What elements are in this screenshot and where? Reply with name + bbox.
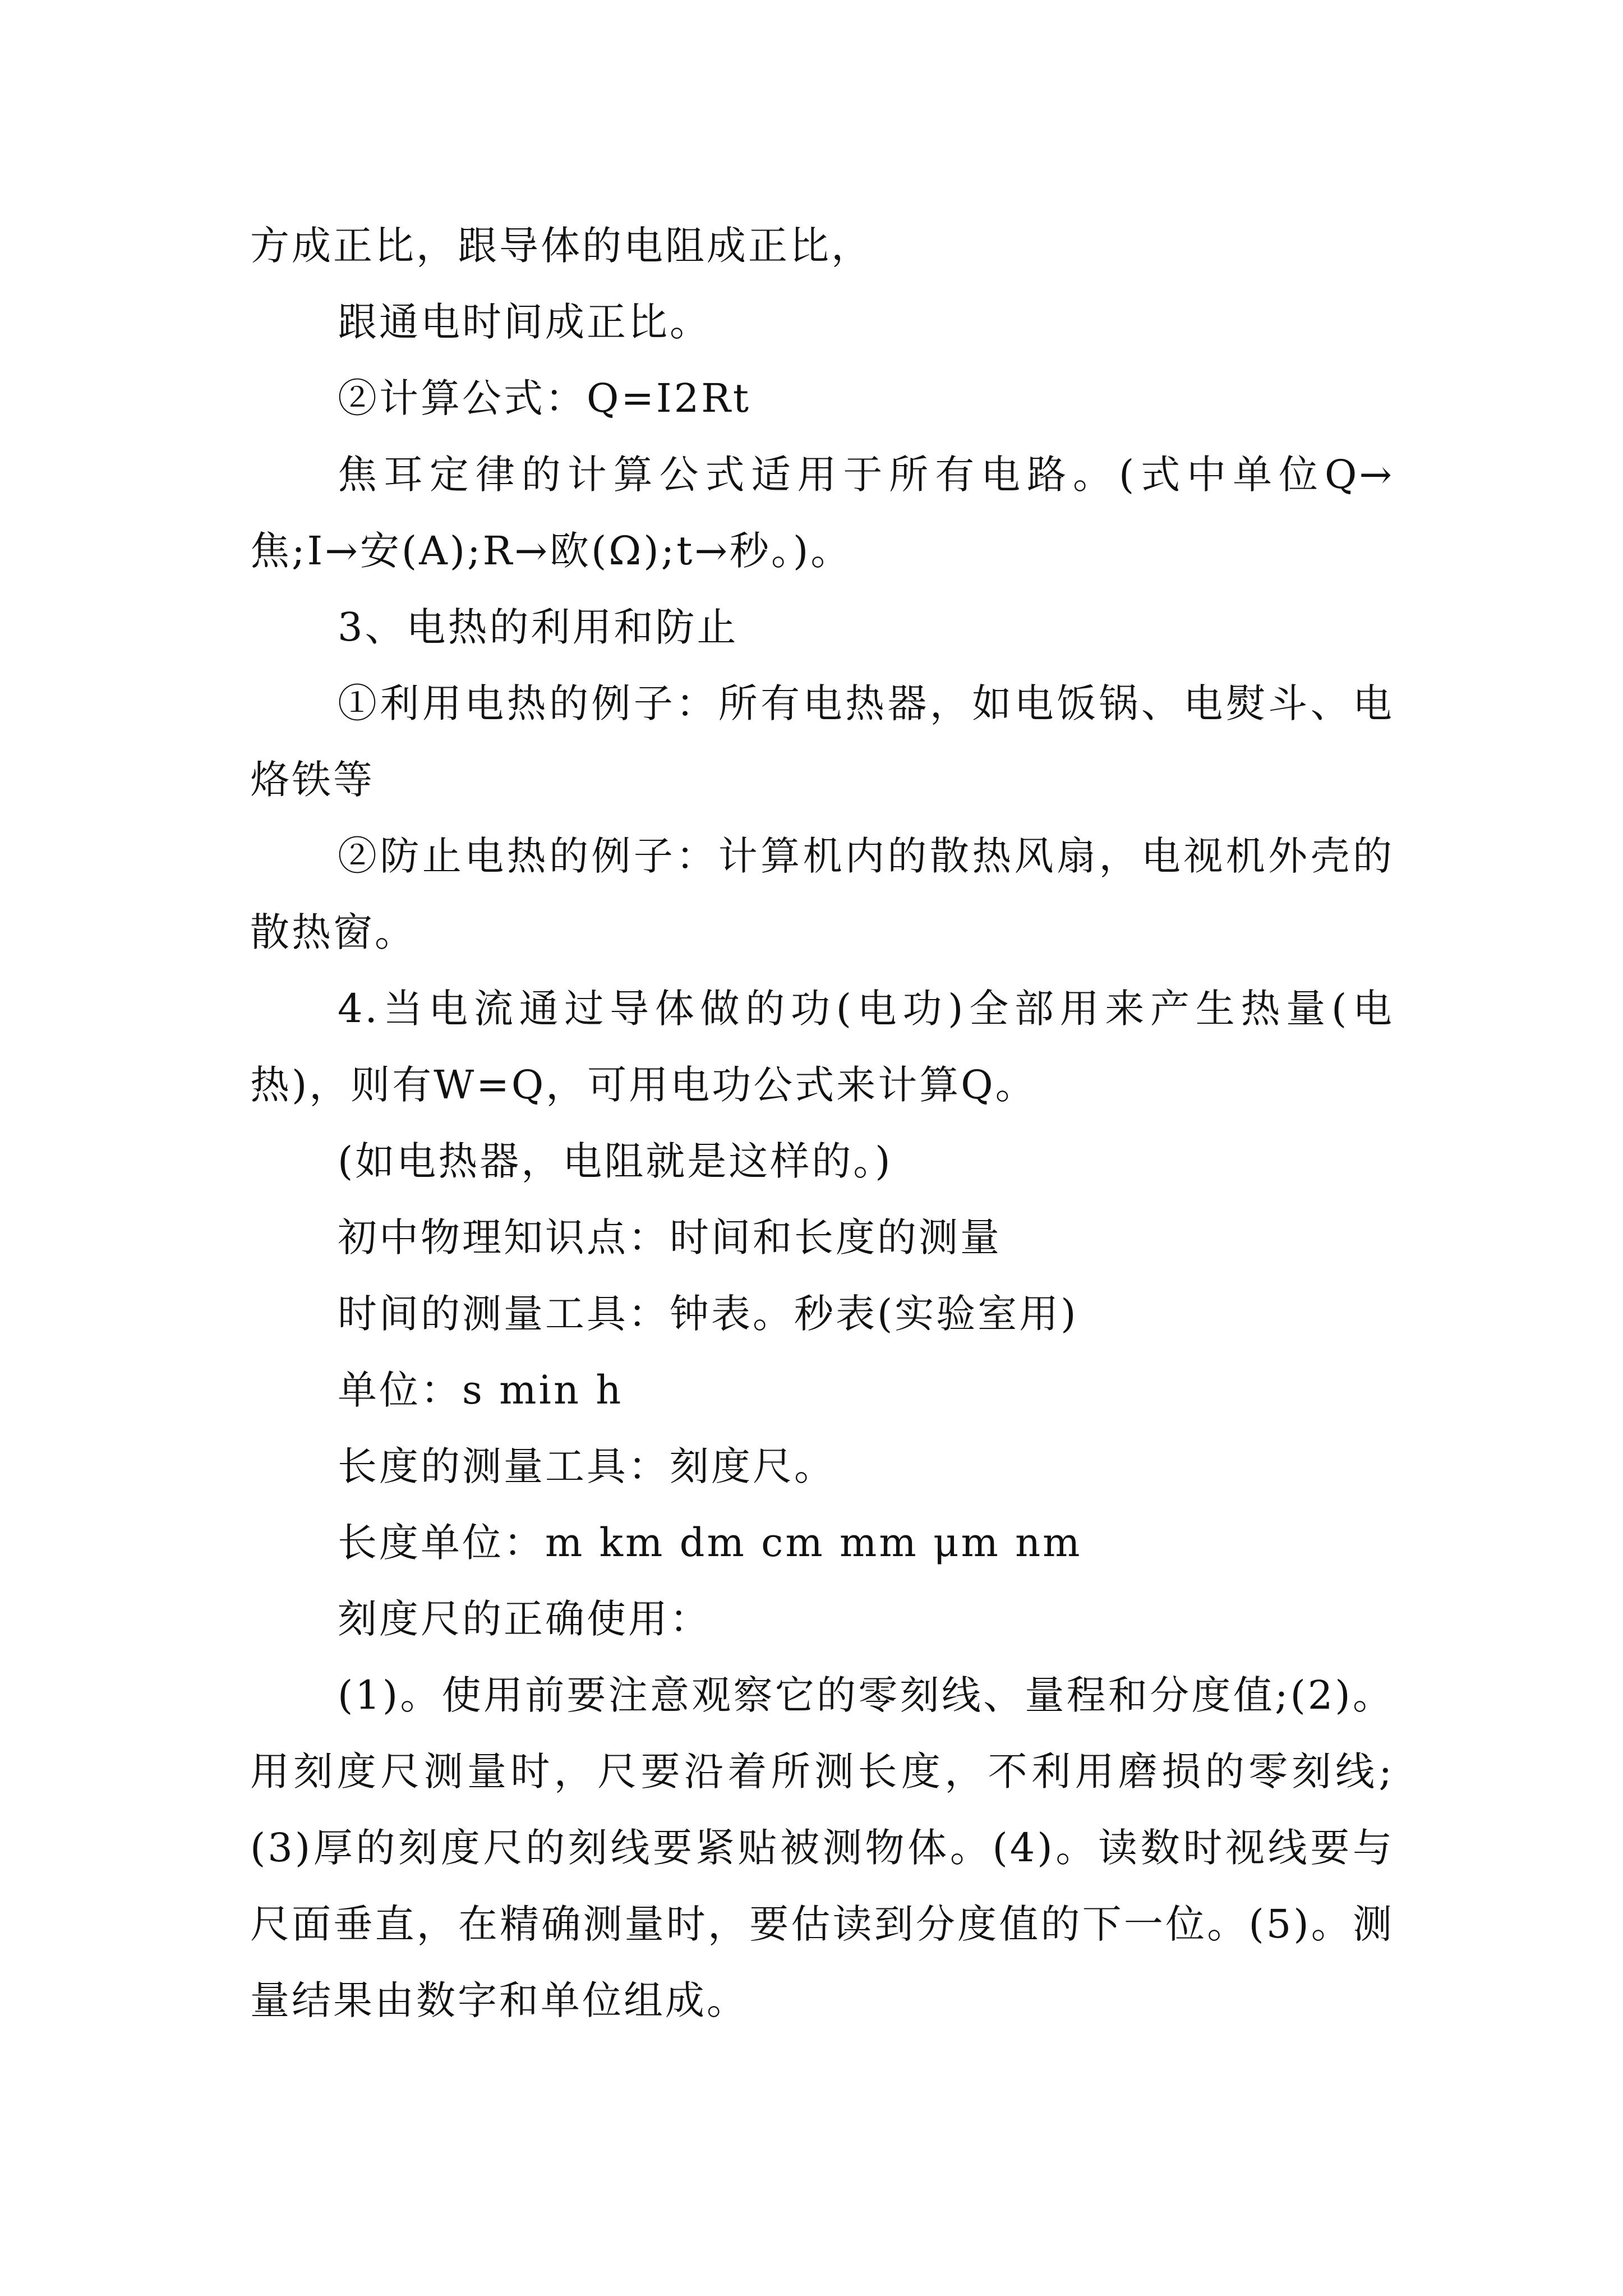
- paragraph-12: 单位：s min h: [338, 1367, 624, 1413]
- paragraph-6: ①利用电热的例子：所有电热器，如电饭锅、电熨斗、电烙铁等: [250, 680, 1394, 803]
- paragraph-15: 刻度尺的正确使用：: [338, 1596, 711, 1642]
- paragraph-7: ②防止电热的例子：计算机内的散热风扇，电视机外壳的散热窗。: [250, 833, 1394, 955]
- paragraph-16: (1)。使用前要注意观察它的零刻线、量程和分度值;(2)。用刻度尺测量时，尺要沿着所测长度，不利用磨损的零刻线;(3)厚的刻度尺的刻线要紧贴被测物体。(4)。读数时视线要与尺面垂直，在精确测量时，要估读到分度值的下一位。(5)。测量结果由数字和单位组成。: [250, 1672, 1394, 2023]
- paragraph-5: 3、电热的利用和防止: [338, 604, 739, 650]
- paragraph-1: 方成正比，跟导体的电阻成正比，: [250, 223, 873, 269]
- paragraph-9: (如电热器，电阻就是这样的。): [338, 1138, 893, 1184]
- document-body: [250, 208, 1394, 2039]
- paragraph-3: ②计算公式：Q=I2Rt: [338, 375, 751, 421]
- paragraph-11: 时间的测量工具：钟表。秒表(实验室用): [338, 1291, 1078, 1337]
- paragraph-2: 跟通电时间成正比。: [338, 299, 711, 345]
- paragraph-14: 长度单位：m km dm cm mm μm nm: [338, 1520, 1082, 1566]
- paragraph-10: 初中物理知识点：时间和长度的测量: [338, 1214, 1002, 1260]
- paragraph-4: 焦耳定律的计算公式适用于所有电路。(式中单位Q→焦;I→安(A);R→欧(Ω);t→秒。)。: [250, 452, 1394, 574]
- paragraph-8: 4.当电流通过导体做的功(电功)全部用来产生热量(电热)，则有W=Q，可用电功公式来计算Q。: [250, 986, 1394, 1108]
- paragraph-13: 长度的测量工具：刻度尺。: [338, 1443, 836, 1489]
